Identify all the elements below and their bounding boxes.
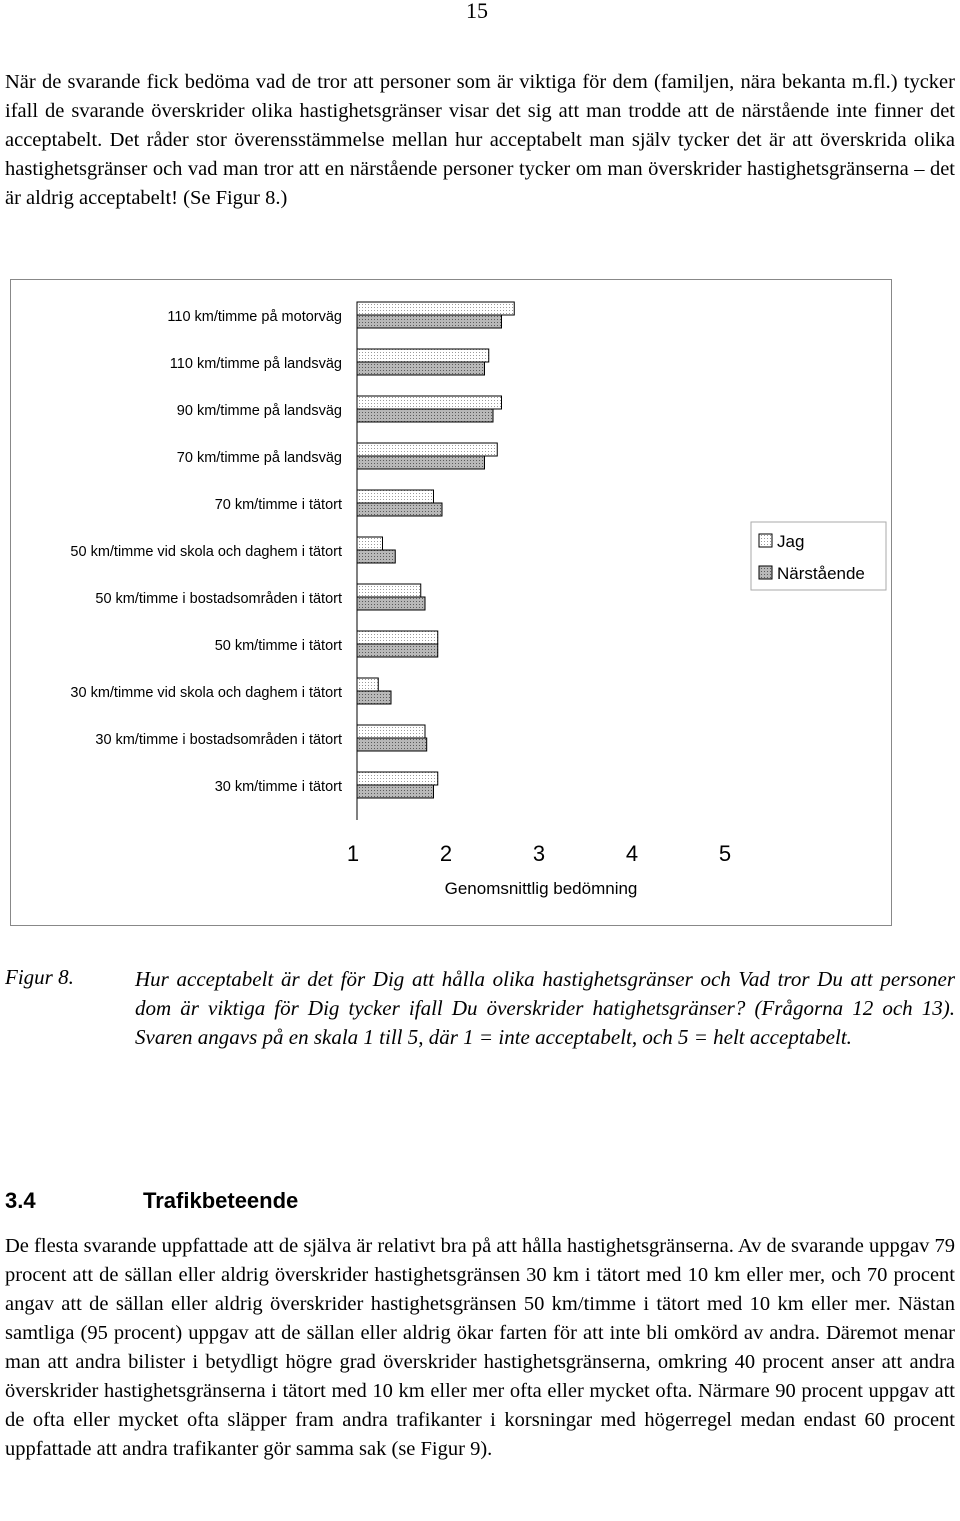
bar-jag: [357, 537, 383, 550]
bar-jag: [357, 349, 489, 362]
section-title: Trafikbeteende: [143, 1188, 299, 1213]
category-label: 70 km/timme på landsväg: [176, 450, 342, 466]
figure-label: Figur 8.: [5, 965, 74, 989]
bar-narstaende: [357, 409, 493, 422]
category-label: 110 km/timme på landsväg: [169, 356, 342, 372]
bar-chart: [11, 280, 891, 925]
category-label: 50 km/timme vid skola och daghem i tätort: [70, 544, 342, 560]
bar-jag: [357, 772, 438, 785]
x-tick-label: 5: [718, 841, 732, 866]
bar-jag: [357, 584, 421, 597]
legend-label: Jag: [777, 532, 805, 551]
category-label: 50 km/timme i tätort: [214, 638, 342, 654]
bar-narstaende: [357, 597, 425, 610]
x-tick-label: 3: [532, 841, 546, 866]
bar-jag: [357, 396, 502, 409]
bar-jag: [357, 631, 438, 644]
category-label: 70 km/timme i tätort: [214, 497, 342, 513]
bar-jag: [357, 725, 425, 738]
bar-jag: [357, 302, 514, 315]
bar-narstaende: [357, 691, 391, 704]
section-number: 3.4: [5, 1188, 36, 1213]
category-label: 50 km/timme i bostadsområden i tätort: [95, 591, 342, 607]
category-label: 30 km/timme vid skola och daghem i tätort: [70, 685, 342, 701]
x-tick-label: 1: [346, 841, 360, 866]
x-tick-label: 2: [439, 841, 453, 866]
x-axis-label: Genomsnittlig bedömning: [444, 879, 638, 898]
category-label: 30 km/timme i bostadsområden i tätort: [95, 732, 342, 748]
bar-narstaende: [357, 315, 502, 328]
bar-narstaende: [357, 503, 442, 516]
section-paragraph: De flesta svarande uppfattade att de själva är relativt bra på att hålla hastighetsgränserna. Av de svarande uppgav 79 procent att de sällan eller aldrig överskrider hastighetsgränsen 30 km i tätort med 10 km eller mer, och 70 procent angav att de sällan eller aldrig överskrider hastighetsgränsen 50 km/timme i tätort med 10 km eller mer. Nästan samtliga (95 procent) uppgav att de sällan eller aldrig ökar farten för att inte bli omkörd av andra. Däremot menar man att andra bilister i betydligt högre grad överskrider hastighetsgränserna, omkring 40 procent anser att andra överskrider hastighetsgränserna i tätort med 10 km eller mer ofta eller mycket ofta. Närmare 90 procent uppgav att de ofta eller mycket ofta släpper fram andra trafikanter i korsningar med högerregel medan endast 60 procent uppfattade att andra trafikanter gör samma sak (se Figur 9).: [5, 1235, 955, 1460]
page-number: 15: [466, 0, 488, 23]
category-label: 90 km/timme på landsväg: [176, 403, 342, 419]
bar-narstaende: [357, 362, 485, 375]
legend-swatch-narstaende: [759, 566, 772, 579]
category-label: 110 km/timme på motorväg: [167, 309, 342, 325]
bar-narstaende: [357, 785, 434, 798]
bar-narstaende: [357, 456, 485, 469]
intro-paragraph: När de svarande fick bedöma vad de tror att personer som är viktiga för dem (familjen, nära bekanta m.fl.) tycker ifall de svarande överskrider olika hastighetsgränser visar det sig att man trodde att de närstående inte finner det acceptabelt. Det råder stor överensstämmelse mellan hur acceptabelt man själv tycker det är att överskrida olika hastighetsgränser och vad man tror att en närstående personer tycker om man överskrider hastighetsgränserna – det är aldrig acceptabelt! (Se Figur 8.): [5, 71, 955, 209]
legend-label: Närstående: [777, 564, 865, 583]
category-label: 30 km/timme i tätort: [214, 779, 342, 795]
legend-swatch-jag: [759, 534, 772, 547]
bar-jag: [357, 490, 434, 503]
bar-narstaende: [357, 644, 438, 657]
bar-jag: [357, 678, 378, 691]
bar-narstaende: [357, 550, 395, 563]
chart-frame: [10, 279, 892, 926]
figure-caption: Hur acceptabelt är det för Dig att hålla olika hastighetsgränser och Vad tror Du att personer dom är viktiga för Dig tycker ifall Du överskrider hatighetsgränser? (Frågorna 12 och 13). Svaren angavs på en skala 1 till 5, där 1 = inte acceptabelt, och 5 = helt acceptabelt.: [135, 967, 955, 1049]
bar-jag: [357, 443, 497, 456]
x-tick-label: 4: [625, 841, 639, 866]
section-heading: [5, 1188, 298, 1214]
bar-narstaende: [357, 738, 427, 751]
